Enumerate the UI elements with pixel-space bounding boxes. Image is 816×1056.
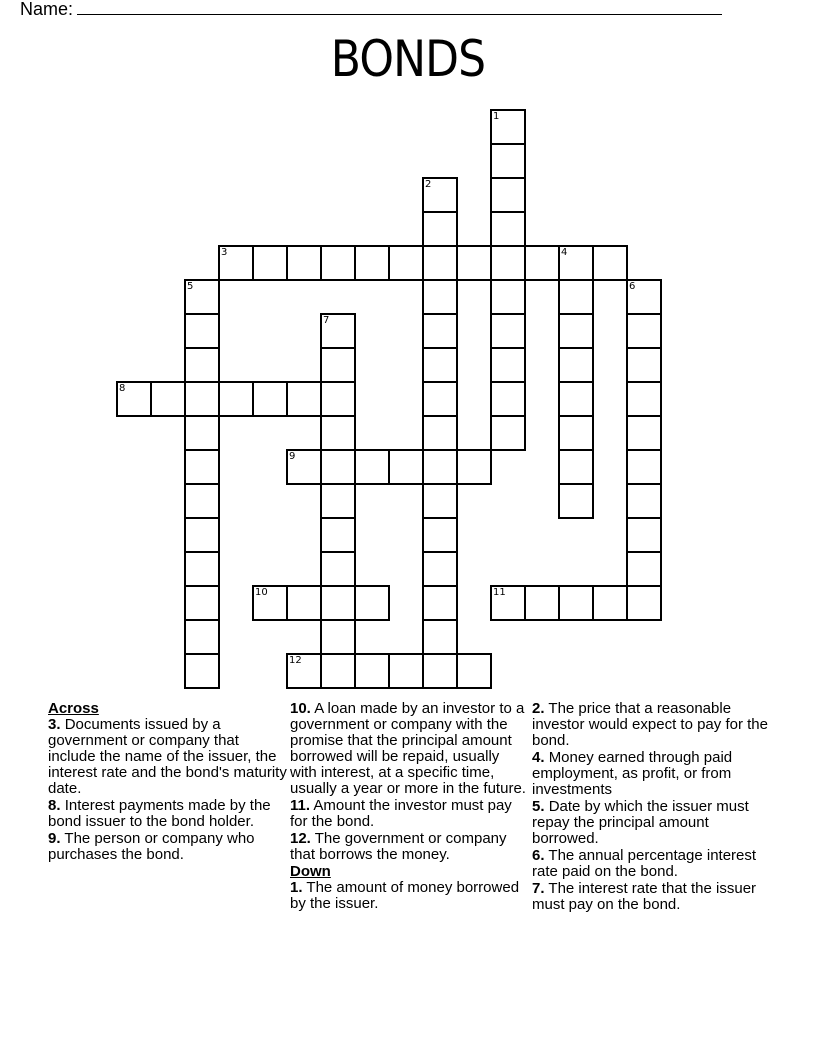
cell-number: 12: [289, 655, 302, 666]
grid-cell[interactable]: [422, 517, 458, 553]
grid-cell[interactable]: [490, 177, 526, 213]
cell-number: 3: [221, 247, 228, 258]
clue-text: The person or company who purchases the bond.: [48, 830, 255, 863]
grid-cell[interactable]: [558, 449, 594, 485]
grid-cell[interactable]: [626, 415, 662, 451]
clue-text: The price that a reasonable investor would expect to pay for the bond.: [532, 700, 768, 749]
clue-number: 6.: [532, 847, 545, 864]
grid-cell[interactable]: [354, 585, 390, 621]
grid-cell[interactable]: [490, 585, 526, 621]
grid-cell[interactable]: [286, 585, 322, 621]
grid-cell[interactable]: [286, 245, 322, 281]
down-header: Down: [290, 863, 331, 880]
cell-number: 8: [119, 383, 126, 394]
grid-cell[interactable]: [286, 381, 322, 417]
grid-cell[interactable]: [184, 347, 220, 383]
clue-across-3: [48, 717, 288, 797]
cell-number: 5: [187, 281, 194, 292]
grid-cell[interactable]: [558, 585, 594, 621]
cell-number: 9: [289, 451, 296, 462]
grid-cell[interactable]: [184, 279, 220, 315]
clue-number: 8.: [48, 797, 61, 814]
clue-text: The interest rate that the issuer must pay on the bond.: [532, 880, 757, 913]
grid-cell[interactable]: [626, 483, 662, 519]
grid-cell[interactable]: [320, 653, 356, 689]
grid-cell[interactable]: [218, 381, 254, 417]
grid-cell[interactable]: [558, 313, 594, 349]
cell-number: 2: [425, 179, 432, 190]
grid-cell[interactable]: [490, 245, 526, 281]
name-field[interactable]: [20, 0, 722, 20]
cell-number: 4: [561, 247, 568, 258]
grid-cell[interactable]: [592, 585, 628, 621]
grid-cell[interactable]: [184, 381, 220, 417]
clue-across-12: [290, 831, 530, 863]
grid-cell[interactable]: [320, 483, 356, 519]
grid-cell[interactable]: [490, 211, 526, 247]
grid-cell[interactable]: [320, 619, 356, 655]
grid-cell[interactable]: [320, 415, 356, 451]
grid-cell[interactable]: [422, 551, 458, 587]
grid-cell[interactable]: [184, 653, 220, 689]
grid-cell[interactable]: [184, 313, 220, 349]
grid-cell[interactable]: [456, 653, 492, 689]
grid-cell[interactable]: [388, 449, 424, 485]
grid-cell[interactable]: [320, 585, 356, 621]
grid-cell[interactable]: [558, 381, 594, 417]
clue-down-6: [532, 848, 772, 880]
grid-cell[interactable]: [320, 245, 356, 281]
clues-column-2: [290, 701, 530, 913]
grid-cell[interactable]: [184, 585, 220, 621]
grid-cell[interactable]: [320, 313, 356, 349]
clue-across-10: [290, 701, 530, 797]
grid-cell[interactable]: [490, 347, 526, 383]
grid-cell[interactable]: [558, 245, 594, 281]
clue-number: 2.: [532, 700, 545, 717]
cell-number: 11: [493, 587, 506, 598]
clue-number: 3.: [48, 716, 61, 733]
grid-cell[interactable]: [184, 449, 220, 485]
clue-number: 1.: [290, 879, 303, 896]
grid-cell[interactable]: [422, 245, 458, 281]
clue-down-1: [290, 880, 530, 912]
grid-cell[interactable]: [388, 653, 424, 689]
grid-cell[interactable]: [252, 245, 288, 281]
grid-cell[interactable]: [184, 517, 220, 553]
clue-text: Documents issued by a government or company that include the name of the issuer, the interest rate and the bond's maturity date.: [48, 716, 287, 797]
clue-text: The government or company that borrows the money.: [290, 830, 507, 863]
clue-number: 4.: [532, 749, 545, 766]
grid-cell[interactable]: [558, 483, 594, 519]
grid-cell[interactable]: [422, 653, 458, 689]
grid-cell[interactable]: [184, 619, 220, 655]
grid-cell[interactable]: [252, 585, 288, 621]
grid-cell[interactable]: [490, 415, 526, 451]
across-header: Across: [48, 700, 99, 717]
grid-cell[interactable]: [626, 585, 662, 621]
grid-cell[interactable]: [524, 585, 560, 621]
grid-cell[interactable]: [320, 347, 356, 383]
clues-column-1: [48, 701, 288, 864]
grid-cell[interactable]: [490, 109, 526, 145]
grid-cell[interactable]: [354, 449, 390, 485]
grid-cell[interactable]: [150, 381, 186, 417]
grid-cell[interactable]: [422, 585, 458, 621]
name-blank-line[interactable]: [77, 0, 722, 15]
grid-cell[interactable]: [286, 653, 322, 689]
grid-cell[interactable]: [592, 245, 628, 281]
grid-cell[interactable]: [558, 347, 594, 383]
grid-cell[interactable]: [558, 279, 594, 315]
grid-cell[interactable]: [354, 245, 390, 281]
grid-cell[interactable]: [218, 245, 254, 281]
grid-cell[interactable]: [184, 551, 220, 587]
grid-cell[interactable]: [490, 313, 526, 349]
grid-cell[interactable]: [626, 381, 662, 417]
clue-text: Money earned through paid employment, as profit, or from investments: [532, 749, 733, 798]
grid-cell[interactable]: [456, 449, 492, 485]
clue-across-9: [48, 831, 288, 863]
clue-down-5: [532, 799, 772, 847]
clue-down-2: [532, 701, 772, 749]
page-title: BONDS: [330, 30, 486, 88]
clue-down-4: [532, 750, 772, 798]
clue-text: The amount of money borrowed by the issuer.: [290, 879, 520, 912]
grid-cell[interactable]: [558, 415, 594, 451]
grid-cell[interactable]: [626, 313, 662, 349]
grid-cell[interactable]: [422, 279, 458, 315]
grid-cell[interactable]: [626, 279, 662, 315]
grid-cell[interactable]: [388, 245, 424, 281]
grid-cell[interactable]: [252, 381, 288, 417]
clue-text: Amount the investor must pay for the bond.: [290, 797, 512, 830]
grid-cell[interactable]: [626, 517, 662, 553]
grid-cell[interactable]: [524, 245, 560, 281]
clue-number: 5.: [532, 798, 545, 815]
clues-column-3: [532, 701, 772, 914]
clue-across-11: [290, 798, 530, 830]
grid-cell[interactable]: [422, 211, 458, 247]
grid-cell[interactable]: [422, 483, 458, 519]
grid-cell[interactable]: [320, 449, 356, 485]
cell-number: 7: [323, 315, 330, 326]
grid-cell[interactable]: [490, 143, 526, 179]
grid-cell[interactable]: [422, 415, 458, 451]
grid-cell[interactable]: [320, 381, 356, 417]
name-label: Name:: [20, 0, 74, 19]
clue-number: 9.: [48, 830, 61, 847]
clue-text: Interest payments made by the bond issuer to the bond holder.: [48, 797, 271, 830]
cell-number: 10: [255, 587, 268, 598]
cell-number: 6: [629, 281, 636, 292]
clue-number: 7.: [532, 880, 545, 897]
grid-cell[interactable]: [422, 347, 458, 383]
grid-cell[interactable]: [490, 279, 526, 315]
grid-cell[interactable]: [184, 415, 220, 451]
grid-cell[interactable]: [422, 313, 458, 349]
clue-text: The annual percentage interest rate paid on the bond.: [532, 847, 757, 880]
grid-cell[interactable]: [490, 381, 526, 417]
clue-across-8: [48, 798, 288, 830]
grid-cell[interactable]: [354, 653, 390, 689]
clue-text: A loan made by an investor to a government or company with the promise that the principal amount borrowed will be repaid, usually with interest, at a specific time, usually a year or more in the future.: [290, 700, 526, 797]
grid-cell[interactable]: [626, 551, 662, 587]
grid-cell[interactable]: [116, 381, 152, 417]
grid-cell[interactable]: [422, 619, 458, 655]
grid-cell[interactable]: [286, 449, 322, 485]
grid-cell[interactable]: [184, 483, 220, 519]
grid-cell[interactable]: [456, 245, 492, 281]
clue-down-7: [532, 881, 772, 913]
grid-cell[interactable]: [422, 449, 458, 485]
grid-cell[interactable]: [422, 381, 458, 417]
clue-text: Date by which the issuer must repay the principal amount borrowed.: [532, 798, 749, 847]
grid-cell[interactable]: [320, 551, 356, 587]
grid-cell[interactable]: [320, 517, 356, 553]
clue-number: 10.: [290, 700, 311, 717]
grid-cell[interactable]: [422, 177, 458, 213]
grid-cell[interactable]: [626, 347, 662, 383]
cell-number: 1: [493, 111, 500, 122]
clue-number: 12.: [290, 830, 311, 847]
clue-number: 11.: [290, 797, 311, 814]
grid-cell[interactable]: [626, 449, 662, 485]
